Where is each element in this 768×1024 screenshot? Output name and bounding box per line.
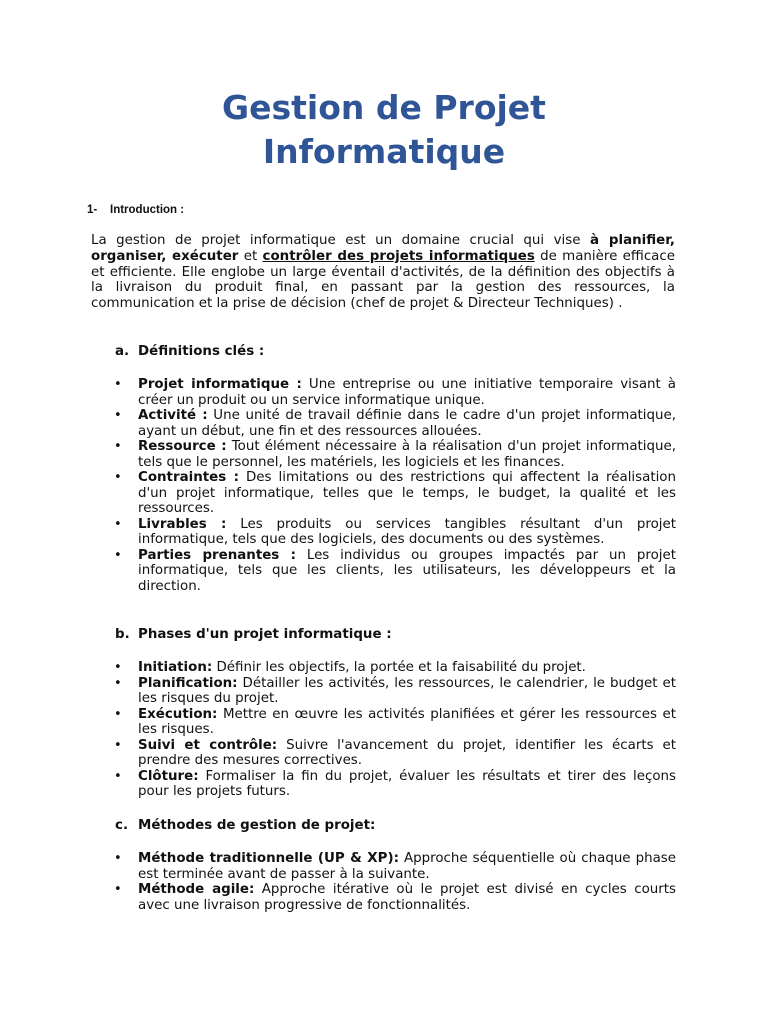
item-term: Méthode agile: <box>138 882 255 897</box>
section-heading-definitions <box>115 344 264 360</box>
list-item <box>114 660 676 676</box>
item-term: Contraintes : <box>138 470 239 485</box>
phases-list <box>0 660 768 800</box>
list-item <box>114 737 676 769</box>
section-title: Phases d'un projet informatique : <box>138 627 392 642</box>
list-item <box>114 768 676 800</box>
bullet-icon: • <box>114 547 122 563</box>
item-term: Initiation: <box>138 660 213 675</box>
item-text: Les individus ou groupes impactés par un projet informatique, tels que les clients, les utilisateurs, les développeurs et la direction. <box>138 547 676 594</box>
list-item <box>114 882 676 913</box>
bullet-icon: • <box>114 768 122 784</box>
intro-number: 1- <box>87 204 98 216</box>
section-heading-phases <box>115 627 392 643</box>
title-line-1: Gestion de Projet <box>222 88 546 127</box>
section-title: Méthodes de gestion de projet: <box>138 818 376 833</box>
section-letter: a. <box>115 344 130 359</box>
bullet-icon: • <box>114 439 122 454</box>
item-text: Les produits ou services tangibles résultant d'un projet informatique, tels que des logiciels, des documents ou des systèmes. <box>138 516 676 547</box>
item-text: Approche séquentielle où chaque phase est terminée avant de passer à la suivante. <box>138 851 676 882</box>
list-item <box>114 675 676 707</box>
paragraph-text-3: de manière efficace et efficiente. Elle englobe un large éventail d'activités, de la définition des objectifs à la livraison du produit final, en passant par la gestion des ressources, la communication et la prise de décision (chef de projet & Directeur Techniques) . <box>91 248 675 312</box>
list-item <box>114 516 676 548</box>
item-text: Approche itérative où le projet est divisé en cycles courts avec une livraison progressive de fonctionnalités. <box>138 882 676 913</box>
intro-paragraph <box>91 233 675 312</box>
list-item <box>114 851 676 882</box>
bullet-icon: • <box>114 737 122 753</box>
title-line-2: Informatique <box>262 132 506 171</box>
bullet-icon: • <box>114 470 122 485</box>
item-term: Exécution: <box>138 706 218 722</box>
list-item <box>114 470 676 517</box>
item-text: Tout élément nécessaire à la réalisation d'un projet informatique, tels que le personnel, les matériels, les logiciels et les finances. <box>138 439 676 470</box>
list-item <box>114 377 676 408</box>
item-term: Clôture: <box>138 768 199 784</box>
item-text: Définir les objectifs, la portée et la faisabilité du projet. <box>212 660 586 675</box>
item-term: Projet informatique : <box>138 377 302 392</box>
bullet-icon: • <box>114 660 122 675</box>
paragraph-bold-1: à planifier, organiser, exécuter <box>91 233 675 264</box>
definitions-list <box>0 377 768 594</box>
item-term: Activité : <box>138 408 208 423</box>
item-term: Méthode traditionnelle (UP & XP): <box>138 851 399 866</box>
item-term: Parties prenantes : <box>138 547 296 563</box>
paragraph-underlined: contrôler des projets informatiques <box>262 248 535 264</box>
section-letter: c. <box>115 818 129 833</box>
item-text: Une unité de travail définie dans le cadre d'un projet informatique, ayant un début, une fin et des ressources allouées. <box>138 408 676 439</box>
item-term: Ressource : <box>138 439 227 454</box>
item-term: Planification: <box>138 675 238 691</box>
bullet-icon: • <box>114 516 122 532</box>
item-term: Suivi et contrôle: <box>138 737 278 753</box>
bullet-icon: • <box>114 851 122 866</box>
section-title: Définitions clés : <box>138 344 265 359</box>
item-text: Détailler les activités, les ressources, le calendrier, le budget et les risques du projet. <box>138 675 676 706</box>
item-term: Livrables : <box>138 516 227 532</box>
intro-title: Introduction : <box>110 204 185 216</box>
bullet-icon: • <box>114 706 122 722</box>
list-item <box>114 408 676 439</box>
paragraph-text-1: La gestion de projet informatique est un domaine crucial qui vise <box>91 233 590 248</box>
paragraph-text-2: et <box>238 248 263 264</box>
intro-heading <box>87 202 184 218</box>
methods-list <box>0 851 768 913</box>
item-text: Suivre l'avancement du projet, identifier les écarts et prendre des mesures correctives. <box>138 737 676 768</box>
list-item <box>114 706 676 738</box>
section-heading-methods <box>115 818 375 834</box>
item-text: Mettre en œuvre les activités planifiées et gérer les ressources et les risques. <box>138 706 676 737</box>
bullet-icon: • <box>114 675 122 691</box>
list-item <box>114 439 676 470</box>
list-item <box>114 547 676 595</box>
item-text: Des limitations ou des restrictions qui affectent la réalisation d'un projet informatique, telles que le temps, le budget, la qualité et les ressources. <box>138 470 676 516</box>
item-text: Une entreprise ou une initiative temporaire visant à créer un produit ou un service informatique unique. <box>138 377 676 408</box>
item-text: Formaliser la fin du projet, évaluer les résultats et tirer des leçons pour les projets futurs. <box>138 768 676 799</box>
section-letter: b. <box>115 627 130 642</box>
bullet-icon: • <box>114 377 122 392</box>
bullet-icon: • <box>114 882 122 897</box>
bullet-icon: • <box>114 408 122 423</box>
document-title <box>0 86 768 174</box>
